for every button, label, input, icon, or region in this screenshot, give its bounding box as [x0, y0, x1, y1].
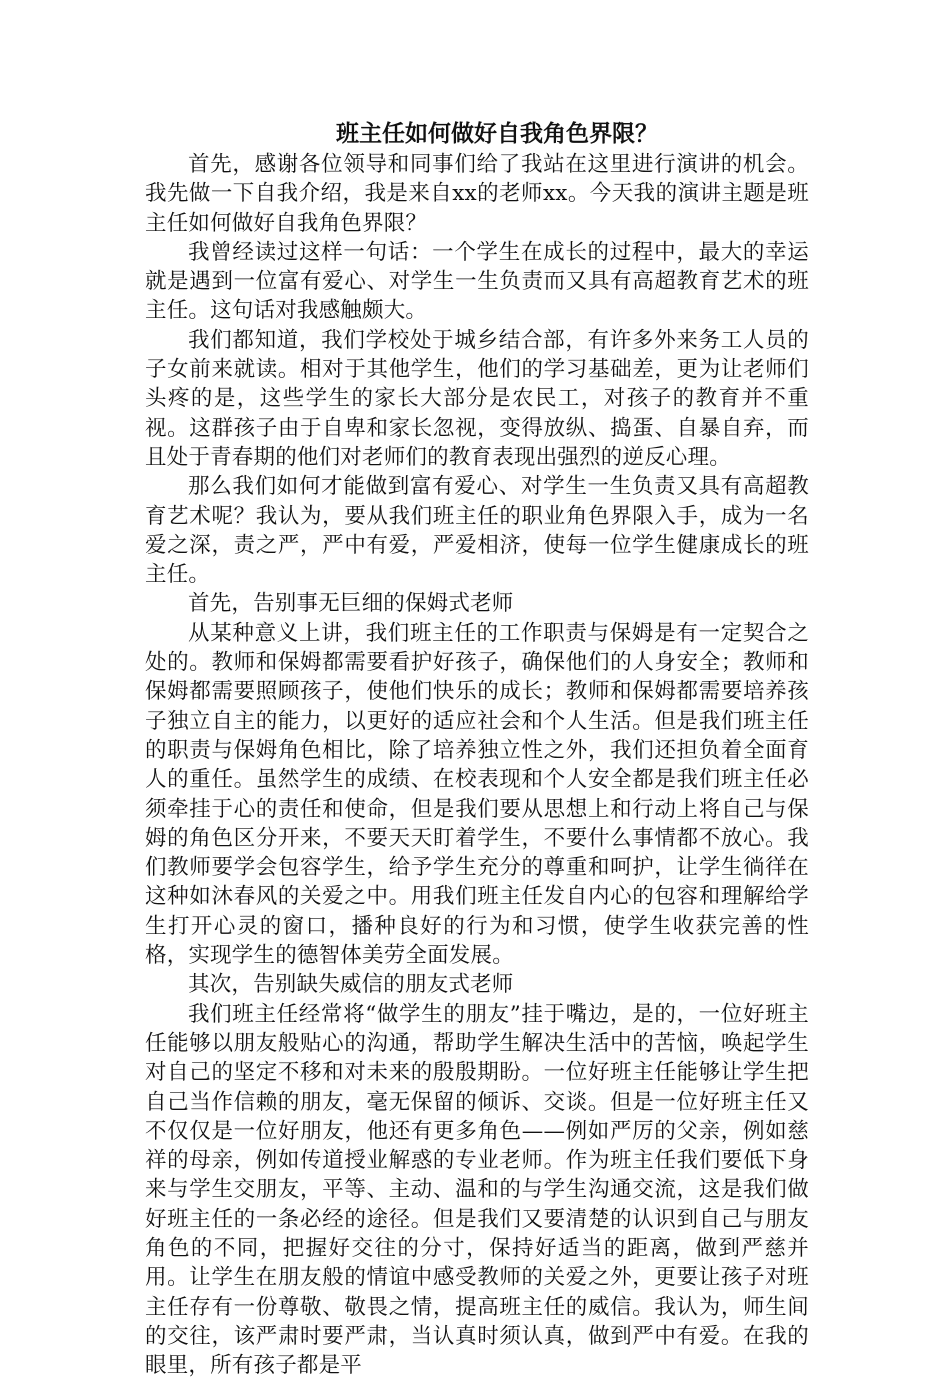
document-title: 班主任如何做好自我角色界限？ [336, 120, 658, 147]
paragraph-intro: 首先，感谢各位领导和同事们给了我站在这里进行演讲的机会。我先做一下自我介绍，我是来自xx的老师xx。今天我的演讲主题是班主任如何做好自我角色界限？ [145, 152, 809, 236]
document-body [145, 118, 809, 1380]
paragraph-friend: 我们班主任经常将“做学生的朋友”挂于嘴边，是的，一位好班主任能够以朋友般贴心的沟通，帮助学生解决生活中的苦恼，唤起学生对自己的坚定不移和对未来的殷殷期盼。一位好班主任能够让学生把自己当作信赖的朋友，毫无保留的倾诉、交谈。但是一位好班主任又不仅仅是一位好朋友，他还有更多角色——例如严厉的父亲，例如慈祥的母亲，例如传道授业解惑的专业老师。作为班主任我们要低下身来与学生交朋友，平等、主动、温和的与学生沟通交流，这是我们做好班主任的一条必经的途径。但是我们又要清楚的认识到自己与朋友角色的不同，把握好交往的分寸，保持好适当的距离，做到严慈并用。让学生在朋友般的情谊中感受教师的关爱之外，更要让孩子对班主任存有一份尊敬、敬畏之情，提高班主任的威信。我认为，师生间的交往，该严肃时要严肃，当认真时须认真，做到严中有爱。在我的眼里，所有孩子都是平 [145, 1001, 809, 1379]
paragraph-thesis: 那么我们如何才能做到富有爱心、对学生一生负责又具有高超教育艺术呢？我认为，要从我们班主任的职业角色界限入手，成为一名爱之深，责之严，严中有爱，严爱相济，使每一位学生健康成长的班主任。 [145, 474, 809, 588]
paragraph-nanny: 从某种意义上讲，我们班主任的工作职责与保姆是有一定契合之处的。教师和保姆都需要看护好孩子，确保他们的人身安全；教师和保姆都需要照顾孩子，使他们快乐的成长；教师和保姆都需要培养孩子独立自主的能力，以更好的适应社会和个人生活。但是我们班主任的职责与保姆角色相比，除了培养独立性之外，我们还担负着全面育人的重任。虽然学生的成绩、在校表现和个人安全都是我们班主任必须牵挂于心的责任和使命，但是我们要从思想上和行动上将自己与保姆的角色区分开来，不要天天盯着学生，不要什么事情都不放心。我们教师要学会包容学生，给予学生充分的尊重和呵护，让学生徜徉在这种如沐春风的关爱之中。用我们班主任发自内心的包容和理解给学生打开心灵的窗口，播种良好的行为和习惯，使学生收获完善的性格，实现学生的德智体美劳全面发展。 [145, 620, 809, 969]
section-heading-friend: 其次，告别缺失威信的朋友式老师 [188, 972, 514, 998]
paragraph-quote: 我曾经读过这样一句话：一个学生在成长的过程中，最大的幸运就是遇到一位富有爱心、对学生一生负责而又具有高超教育艺术的班主任。这句话对我感触颇大。 [145, 239, 809, 324]
paragraph-background: 我们都知道，我们学校处于城乡结合部，有许多外来务工人员的子女前来就读。相对于其他学生，他们的学习基础差，更为让老师们头疼的是，这些学生的家长大部分是农民工，对孩子的教育并不重视。这群孩子由于自卑和家长忽视，变得放纵、捣蛋、自暴自弃，而且处于青春期的他们对老师们的教育表现出强烈的逆反心理。 [145, 327, 809, 470]
section-heading-nanny: 首先，告别事无巨细的保姆式老师 [188, 591, 514, 617]
